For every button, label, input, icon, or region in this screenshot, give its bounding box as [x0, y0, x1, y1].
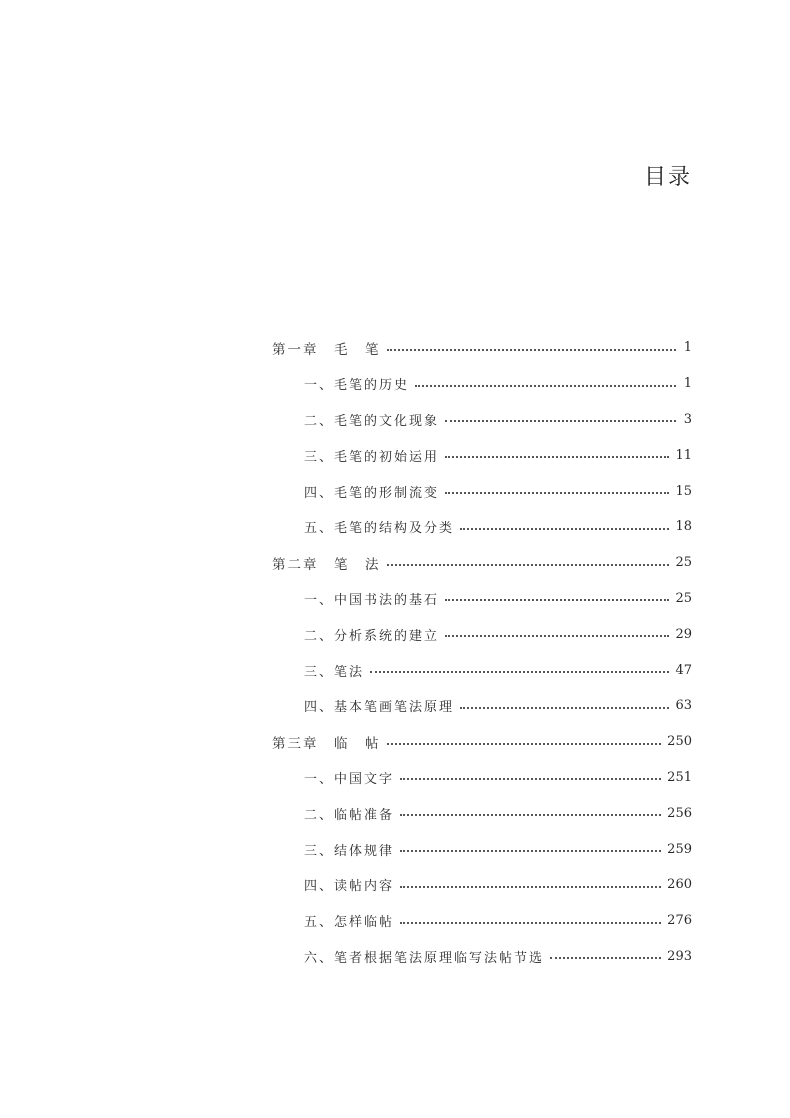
dot-leader: [460, 528, 669, 530]
table-of-contents: [272, 330, 692, 974]
dot-leader: [415, 385, 676, 387]
dot-leader: [400, 850, 661, 852]
dot-leader: [387, 564, 670, 566]
toc-entry-page: 259: [667, 841, 692, 857]
dot-leader: [550, 957, 661, 959]
toc-entry-page: 260: [667, 877, 692, 893]
toc-entry-label: 三、毛笔的初始运用: [304, 449, 440, 465]
toc-entry-label: 六、笔者根据笔法原理临写法帖节选: [304, 950, 545, 966]
toc-entry-section[interactable]: [272, 688, 692, 724]
dot-leader: [445, 456, 669, 458]
toc-entry-section[interactable]: [272, 867, 692, 903]
dot-leader: [400, 922, 661, 924]
toc-entry-page: 47: [675, 662, 692, 678]
toc-entry-page: 1: [683, 376, 692, 392]
toc-entry-section[interactable]: [272, 795, 692, 831]
toc-entry-chapter-2[interactable]: [272, 545, 692, 581]
toc-entry-label: 二、临帖准备: [304, 807, 395, 823]
toc-entry-section[interactable]: [272, 473, 692, 509]
dot-leader: [370, 671, 669, 673]
dot-leader: [387, 743, 662, 745]
toc-entry-label: 四、毛笔的形制流变: [304, 485, 440, 501]
dot-leader: [400, 778, 661, 780]
toc-entry-label: 三、笔法: [304, 664, 365, 680]
dot-leader: [400, 886, 661, 888]
toc-entry-section[interactable]: [272, 903, 692, 939]
toc-entry-section[interactable]: [272, 652, 692, 688]
toc-entry-section[interactable]: [272, 616, 692, 652]
toc-entry-page: 18: [675, 519, 692, 535]
toc-entry-section[interactable]: [272, 939, 692, 975]
toc-entry-label: 四、基本笔画笔法原理: [304, 700, 455, 716]
toc-entry-page: 29: [675, 626, 692, 642]
toc-entry-label: 一、中国书法的基石: [304, 592, 440, 608]
toc-entry-label: 二、分析系统的建立: [304, 628, 440, 644]
toc-entry-page: 293: [667, 948, 692, 964]
toc-entry-section[interactable]: [272, 509, 692, 545]
dot-leader: [445, 420, 676, 422]
dot-leader: [460, 707, 669, 709]
dot-leader: [387, 349, 677, 351]
toc-entry-label: 第二章 笔 法: [272, 556, 381, 573]
toc-entry-label: 五、怎样临帖: [304, 915, 395, 931]
dot-leader: [445, 599, 669, 601]
toc-entry-label: 第三章 临 帖: [272, 735, 381, 752]
toc-entry-page: 256: [667, 805, 692, 821]
dot-leader: [445, 635, 669, 637]
dot-leader: [445, 492, 669, 494]
toc-entry-section[interactable]: [272, 437, 692, 473]
toc-entry-page: 25: [675, 555, 692, 571]
toc-entry-page: 15: [675, 483, 692, 499]
toc-entry-page: 11: [675, 447, 692, 463]
toc-entry-page: 250: [667, 734, 692, 750]
toc-entry-page: 63: [675, 698, 692, 714]
toc-entry-section[interactable]: [272, 402, 692, 438]
toc-entry-label: 四、读帖内容: [304, 879, 395, 895]
toc-entry-label: 第一章 毛 笔: [272, 341, 381, 358]
toc-entry-section[interactable]: [272, 760, 692, 796]
toc-entry-label: 五、毛笔的结构及分类: [304, 521, 455, 537]
dot-leader: [400, 814, 661, 816]
toc-entry-page: 251: [667, 769, 692, 785]
toc-entry-page: 25: [675, 590, 692, 606]
page-title: 目录: [643, 165, 692, 190]
toc-entry-page: 276: [667, 913, 692, 929]
toc-entry-section[interactable]: [272, 366, 692, 402]
toc-entry-section[interactable]: [272, 581, 692, 617]
toc-entry-page: 3: [683, 411, 692, 427]
toc-entry-label: 三、结体规律: [304, 843, 395, 859]
toc-entry-page: 1: [683, 340, 692, 356]
toc-entry-label: 一、毛笔的历史: [304, 378, 410, 394]
toc-entry-label: 一、中国文字: [304, 771, 395, 787]
toc-entry-chapter-3[interactable]: [272, 724, 692, 760]
toc-entry-label: 二、毛笔的文化现象: [304, 413, 440, 429]
toc-entry-chapter-1[interactable]: [272, 330, 692, 366]
toc-entry-section[interactable]: [272, 831, 692, 867]
